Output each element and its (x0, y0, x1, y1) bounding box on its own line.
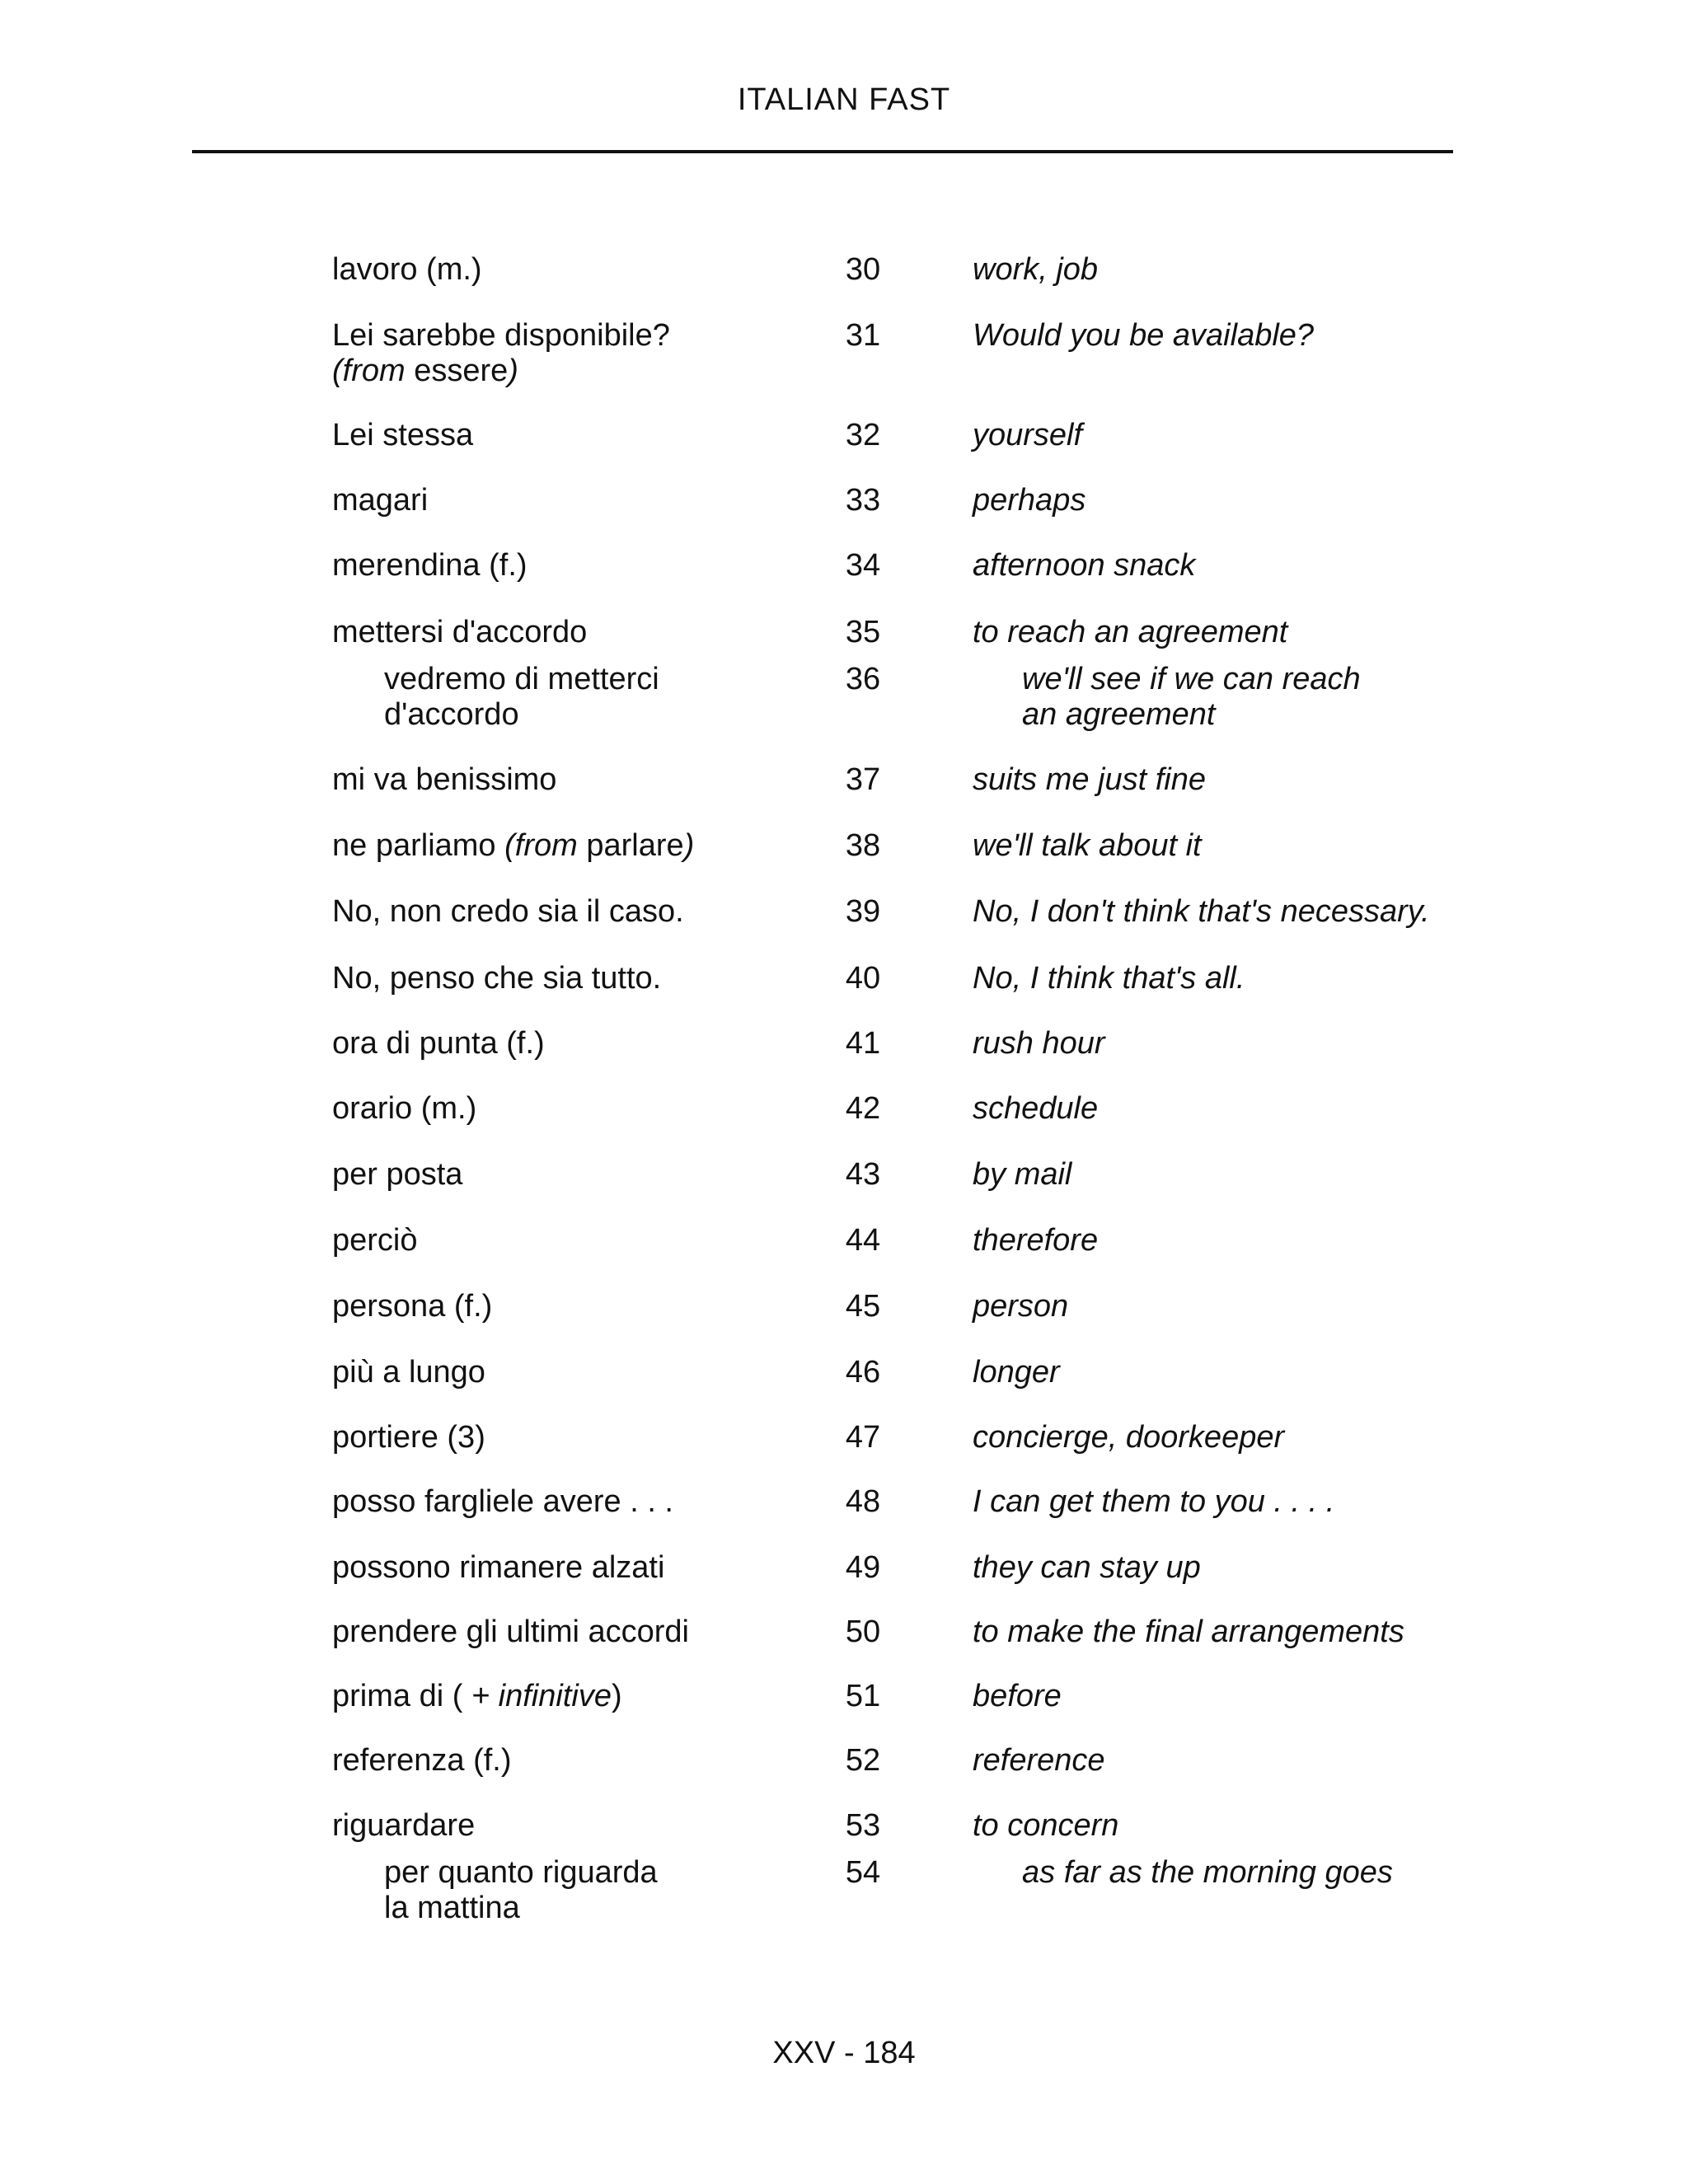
italian-term (332, 318, 794, 389)
entry-number: 45 (845, 1289, 881, 1324)
italian-term: persona (f.) (332, 1289, 493, 1324)
entry-number: 34 (845, 548, 881, 583)
italian-term-line: la mattina (384, 1891, 520, 1925)
english-gloss: I can get them to you . . . . (973, 1484, 1335, 1519)
note-italic: + infinitive (471, 1679, 612, 1713)
entry-number: 39 (845, 894, 881, 929)
italian-term (332, 1679, 794, 1714)
italian-term: possono rimanere alzati (332, 1550, 665, 1585)
italian-term: perciò (332, 1223, 418, 1258)
note-close: ) (683, 828, 695, 863)
note-plain: parlare (586, 828, 684, 863)
italian-term-line: d'accordo (384, 697, 519, 732)
entry-number: 40 (845, 961, 881, 996)
entry-number: 42 (845, 1091, 881, 1126)
english-gloss: afternoon snack (973, 548, 1196, 583)
italian-term: No, non credo sia il caso. (332, 894, 684, 929)
english-gloss: suits me just fine (973, 762, 1206, 797)
english-gloss: perhaps (973, 483, 1086, 518)
entry-number: 38 (845, 828, 881, 863)
italian-term (384, 1855, 846, 1926)
entry-number: 31 (845, 318, 881, 353)
entry-number: 41 (845, 1026, 881, 1061)
english-gloss (1022, 662, 1550, 733)
italian-term-line: per quanto riguarda (384, 1855, 658, 1890)
page-header: ITALIAN FAST (737, 82, 951, 117)
english-gloss: person (973, 1289, 1069, 1324)
english-gloss: we'll talk about it (973, 828, 1202, 863)
italian-term: Lei stessa (332, 418, 474, 452)
entry-number: 47 (845, 1420, 881, 1455)
english-gloss: as far as the morning goes (1022, 1855, 1393, 1890)
entry-number: 44 (845, 1223, 881, 1258)
entry-number: 30 (845, 252, 881, 287)
english-gloss: schedule (973, 1091, 1099, 1126)
italian-term-note (332, 354, 794, 389)
entry-number: 53 (845, 1808, 881, 1843)
entry-number: 33 (845, 483, 881, 518)
entry-number: 46 (845, 1355, 881, 1390)
italian-term: prendere gli ultimi accordi (332, 1615, 689, 1649)
english-gloss: to make the final arrangements (973, 1615, 1404, 1649)
italian-term: per posta (332, 1157, 463, 1192)
entry-number: 32 (845, 418, 881, 452)
entry-number: 43 (845, 1157, 881, 1192)
english-gloss: to reach an agreement (973, 615, 1288, 649)
italian-term (332, 828, 794, 864)
english-gloss: yourself (973, 418, 1083, 452)
english-gloss: No, I think that's all. (973, 961, 1245, 996)
italian-term-text: ne parliamo (332, 828, 505, 863)
entry-number: 52 (845, 1743, 881, 1778)
english-gloss: work, job (973, 252, 1099, 287)
english-gloss: they can stay up (973, 1550, 1201, 1585)
entry-number: 49 (845, 1550, 881, 1585)
entry-number: 36 (845, 662, 881, 696)
english-gloss: Would you be available? (973, 318, 1315, 353)
entry-number: 37 (845, 762, 881, 797)
english-gloss: longer (973, 1355, 1060, 1390)
english-gloss: concierge, doorkeeper (973, 1420, 1285, 1455)
italian-term: riguardare (332, 1808, 476, 1843)
note-close: ) (508, 354, 518, 388)
italian-term-line: vedremo di metterci (384, 662, 659, 696)
english-gloss-line: an agreement (1022, 697, 1216, 732)
entry-number: 48 (845, 1484, 881, 1519)
note-italic: (from (504, 828, 587, 863)
italian-term: orario (m.) (332, 1091, 477, 1126)
italian-term (384, 662, 846, 733)
header-divider (192, 150, 1453, 153)
italian-term: No, penso che sia tutto. (332, 961, 662, 996)
italian-term-text: prima di ( (332, 1679, 471, 1713)
english-gloss: therefore (973, 1223, 1099, 1258)
english-gloss-line: we'll see if we can reach (1022, 662, 1361, 696)
italian-term: referenza (f.) (332, 1743, 512, 1778)
page-number: XXV - 184 (772, 2036, 916, 2070)
english-gloss: by mail (973, 1157, 1072, 1192)
english-gloss: rush hour (973, 1026, 1105, 1061)
note-close: ) (611, 1679, 622, 1713)
entry-number: 54 (845, 1855, 881, 1890)
italian-term: mi va benissimo (332, 762, 557, 797)
italian-term-line: Lei sarebbe disponibile? (332, 318, 670, 353)
italian-term: magari (332, 483, 429, 518)
italian-term: più a lungo (332, 1355, 485, 1390)
italian-term: mettersi d'accordo (332, 615, 588, 649)
english-gloss: No, I don't think that's necessary. (973, 894, 1430, 929)
italian-term: merendina (f.) (332, 548, 528, 583)
italian-term: ora di punta (f.) (332, 1026, 545, 1061)
italian-term: portiere (3) (332, 1420, 485, 1455)
italian-term: posso fargliele avere . . . (332, 1484, 673, 1519)
entry-number: 35 (845, 615, 881, 649)
english-gloss: reference (973, 1743, 1105, 1778)
english-gloss: to concern (973, 1808, 1119, 1843)
note-italic: (from (332, 354, 415, 388)
english-gloss: before (973, 1679, 1062, 1713)
entry-number: 50 (845, 1615, 881, 1649)
entry-number: 51 (845, 1679, 881, 1713)
italian-term: lavoro (m.) (332, 252, 482, 287)
note-plain: essere (414, 354, 509, 388)
